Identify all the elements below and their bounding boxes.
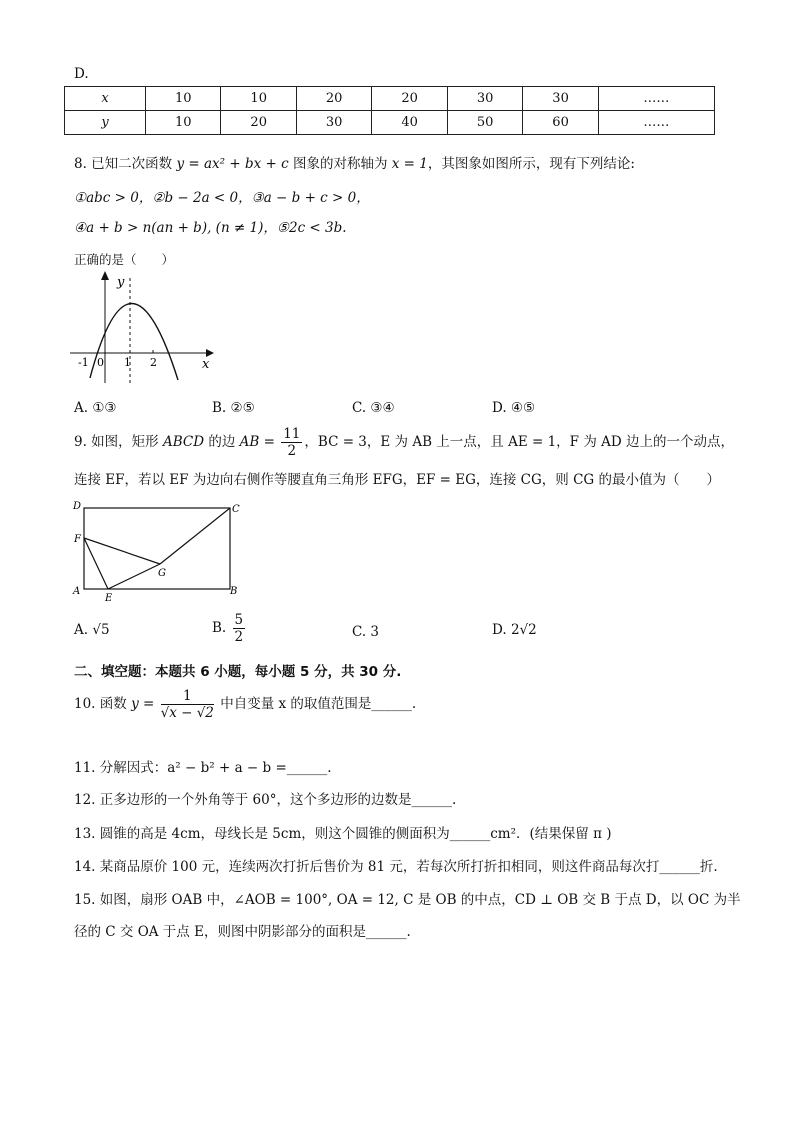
q8-conclusions-line1: ①abc > 0，②b − 2a < 0，③a − b + c > 0， bbox=[74, 190, 370, 206]
q11-question: 11. 分解因式：a² − b² + a − b =______. bbox=[74, 760, 332, 776]
q8-stem-axis: x = 1 bbox=[391, 156, 428, 172]
q8-stem-suffix: ，其图象如图所示，现有下列结论: bbox=[427, 156, 635, 172]
q12-question: 12. 正多边形的一个外角等于 60°，这个多边形的边数是______. bbox=[74, 792, 457, 808]
rectangle-abcd bbox=[84, 508, 230, 589]
q8-conclusions-line2: ④a + b > n(an + b), (n ≠ 1)，⑤2c < 3b. bbox=[74, 220, 347, 236]
q10-fraction bbox=[161, 688, 214, 721]
q9-line1 bbox=[74, 426, 734, 459]
table-cell: 50 bbox=[447, 111, 522, 135]
segment-gc bbox=[160, 508, 230, 564]
q9-rect-name: ABCD bbox=[162, 434, 205, 450]
table-cell: 10 bbox=[221, 87, 296, 111]
segment-fe bbox=[84, 538, 108, 589]
q8-option-a[interactable]: A. ①③ bbox=[74, 400, 117, 416]
tick-label-0: 0 bbox=[97, 356, 104, 369]
option-value: √5 bbox=[92, 622, 110, 638]
table-cell: 20 bbox=[372, 87, 447, 111]
segment-eg bbox=[108, 564, 160, 589]
q10-suffix: 中自变量 x 的取值范围是______. bbox=[220, 696, 417, 712]
q9-option-a[interactable] bbox=[74, 622, 110, 638]
q15-line2: 径的 C 交 OA 于点 E，则图中阴影部分的面积是______. bbox=[74, 924, 411, 940]
label-g: G bbox=[158, 568, 166, 579]
q9-text: 9. 如图，矩形 bbox=[74, 434, 159, 450]
fraction-numerator: 5 bbox=[234, 612, 244, 628]
q9-text: 的边 bbox=[208, 434, 236, 450]
tick-label-1: 1 bbox=[124, 356, 131, 369]
q9-option-d[interactable] bbox=[492, 622, 537, 638]
option-fraction bbox=[233, 612, 246, 645]
graph-x-label: x bbox=[202, 357, 210, 372]
q8-stem-mid: 图象的对称轴为 bbox=[292, 156, 388, 172]
table-cell: 40 bbox=[372, 111, 447, 135]
table-row bbox=[65, 87, 715, 111]
q9-rectangle-figure bbox=[70, 498, 250, 606]
q8-option-c[interactable]: C. ③④ bbox=[352, 400, 395, 416]
q8-option-b[interactable]: B. ②⑤ bbox=[212, 400, 255, 416]
x-axis-arrow bbox=[206, 349, 214, 357]
option-prefix: D. bbox=[492, 622, 507, 638]
table-cell: y bbox=[65, 111, 146, 135]
q13-question: 13. 圆锥的高是 4cm，母线长是 5cm，则这个圆锥的侧面积为______cm²．(结果保留 π ) bbox=[74, 826, 612, 842]
table-cell: 30 bbox=[447, 87, 522, 111]
table-cell: 30 bbox=[296, 111, 371, 135]
option-prefix: A. bbox=[74, 622, 89, 638]
q9-line2: 连接 EF，若以 EF 为边向右侧作等腰直角三角形 EFG，EF = EG，连接 CG，则 CG 的最小值为（ ） bbox=[74, 472, 720, 488]
segment-fg bbox=[84, 538, 160, 564]
label-a: A bbox=[73, 586, 81, 597]
q10-question bbox=[74, 688, 416, 721]
section-title: 二、填空题：本题共 6 小题，每小题 5 分，共 30 分. bbox=[74, 664, 402, 680]
table-cell: 20 bbox=[221, 111, 296, 135]
fraction-denominator: 2 bbox=[234, 629, 244, 645]
fraction-numerator: 11 bbox=[283, 426, 301, 442]
q9-fraction bbox=[281, 426, 302, 459]
q15-line1: 15. 如图，扇形 OAB 中，∠AOB = 100°, OA = 12, C 是 OB 的中点，CD ⊥ OB 交 B 于点 D，以 OC 为半 bbox=[74, 892, 741, 908]
label-c: C bbox=[232, 504, 240, 515]
table-cell: 30 bbox=[523, 87, 598, 111]
tick-label-2: 2 bbox=[150, 356, 157, 369]
q9-option-b[interactable] bbox=[212, 612, 247, 645]
q10-prefix: 10. 函数 bbox=[74, 696, 127, 712]
table-cell: 20 bbox=[296, 87, 371, 111]
q8-option-d[interactable]: D. ④⑤ bbox=[492, 400, 536, 416]
graph-y-label: y bbox=[117, 275, 125, 290]
option-value: 2√2 bbox=[510, 622, 537, 638]
table-cell: 60 bbox=[523, 111, 598, 135]
table-cell: …… bbox=[598, 87, 714, 111]
q10-lhs: y = bbox=[131, 696, 155, 712]
label-d: D bbox=[73, 501, 82, 512]
q8-stem bbox=[74, 152, 635, 172]
fraction-denominator: 2 bbox=[287, 443, 297, 459]
q9-option-c[interactable]: C. 3 bbox=[352, 624, 380, 640]
table-row bbox=[65, 111, 715, 135]
q8-parabola-graph bbox=[62, 268, 222, 388]
option-prefix: B. bbox=[212, 620, 227, 636]
label-f: F bbox=[74, 534, 81, 545]
table-cell: x bbox=[65, 87, 146, 111]
label-b: B bbox=[230, 586, 238, 597]
q7-data-table bbox=[64, 86, 715, 135]
tick-label-neg1: -1 bbox=[78, 356, 89, 369]
q8-stem-formula: y = ax² + bx + c bbox=[176, 156, 289, 172]
table-cell: …… bbox=[598, 111, 714, 135]
q9-ab: AB = bbox=[239, 434, 275, 450]
q8-stem-prefix: 8. 已知二次函数 bbox=[74, 156, 173, 172]
q14-question: 14. 某商品原价 100 元，连续两次打折后售价为 81 元，若每次所打折扣相同，则这件商品每次打______折. bbox=[74, 859, 718, 875]
label-e: E bbox=[105, 593, 113, 604]
table-cell: 10 bbox=[146, 87, 221, 111]
q7-option-d-label: D. bbox=[74, 66, 89, 82]
table-cell: 10 bbox=[146, 111, 221, 135]
q9-text: ，BC = 3，E 为 AB 上一点，且 AE = 1，F 为 AD 边上的一个动点， bbox=[304, 434, 734, 450]
fraction-denominator: √x − √2 bbox=[160, 705, 214, 721]
q8-prompt: 正确的是（ ） bbox=[74, 252, 175, 267]
fraction-numerator: 1 bbox=[161, 688, 214, 705]
y-axis-arrow bbox=[101, 271, 109, 280]
